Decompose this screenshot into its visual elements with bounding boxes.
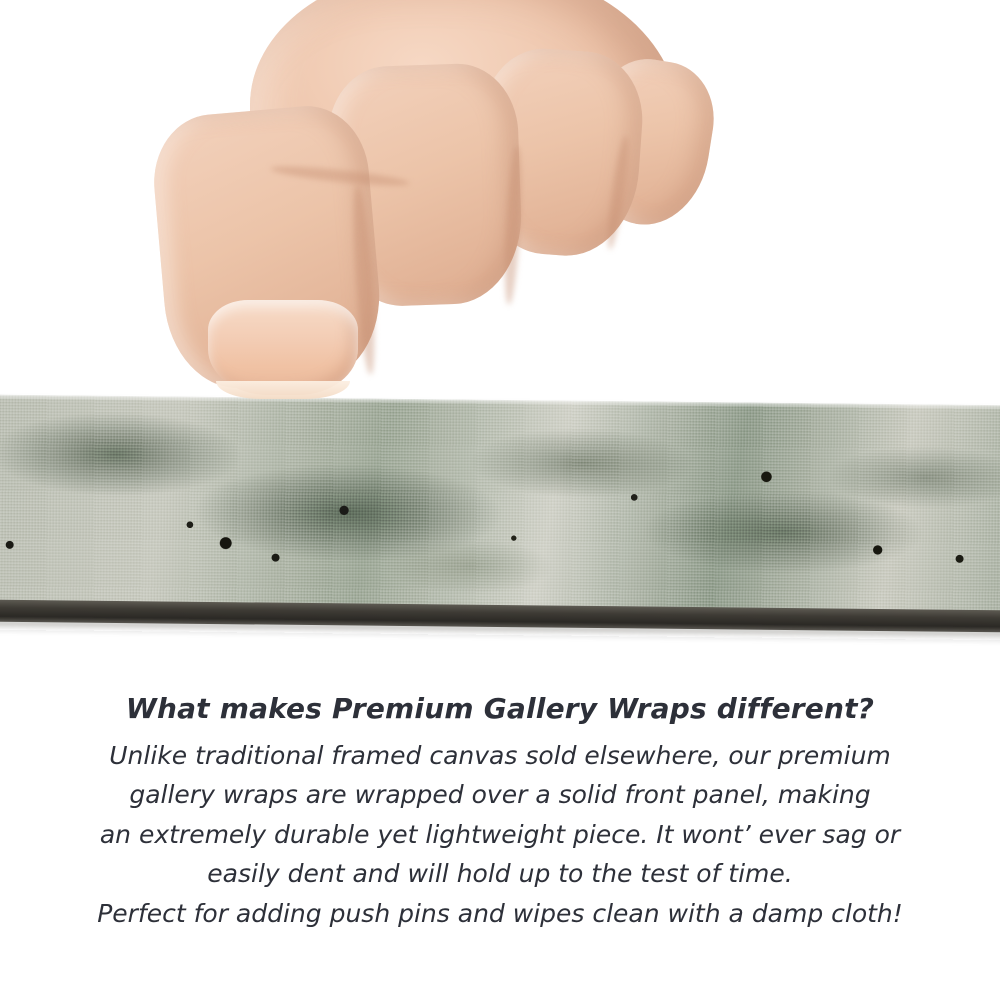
caption-heading: What makes Premium Gallery Wraps different?	[125, 692, 875, 725]
gallery-wrap-canvas-edge	[0, 395, 1000, 641]
fingernail	[208, 300, 358, 395]
caption-line-4: easily dent and will hold up to the test of time.	[207, 859, 793, 889]
hand-illustration	[120, 0, 710, 420]
caption-line-5: Perfect for adding push pins and wipes clean with a damp cloth!	[97, 898, 903, 928]
caption-line-1: Unlike traditional framed canvas sold elsewhere, our premium	[109, 740, 891, 770]
canvas-print-speckles	[0, 395, 1000, 614]
caption-line-2: gallery wraps are wrapped over a solid front panel, making	[129, 780, 871, 810]
caption-line-3: an extremely durable yet lightweight piece. It wont’ ever sag or	[99, 819, 901, 849]
caption-block	[0, 690, 1000, 933]
